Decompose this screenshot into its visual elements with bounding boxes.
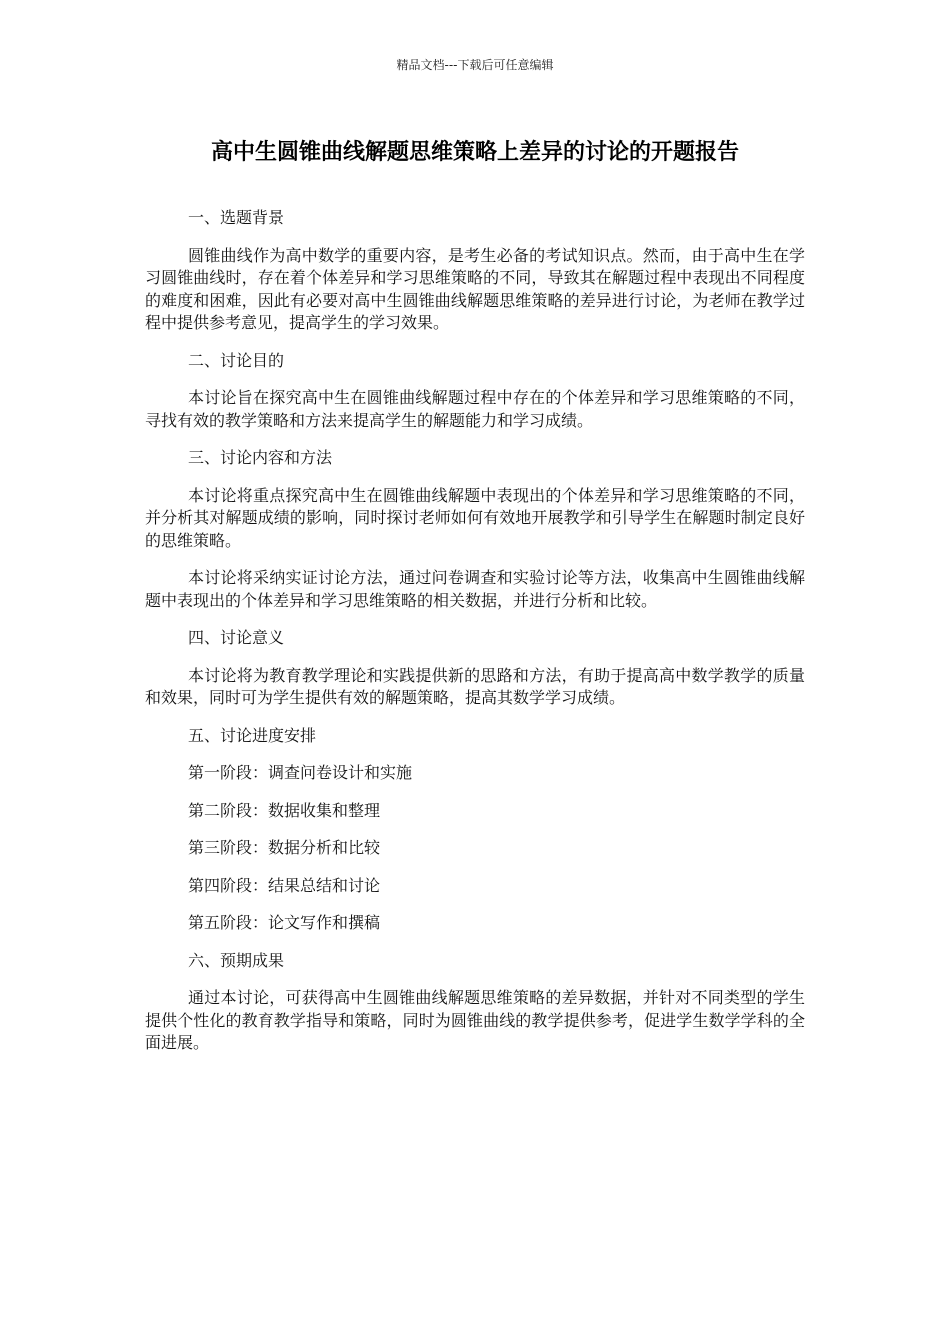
section-heading: 六、预期成果: [188, 950, 285, 970]
schedule-stage: 第一阶段：调查问卷设计和实施: [188, 763, 413, 782]
section-heading: 三、讨论内容和方法: [188, 448, 333, 467]
section-paragraph: 圆锥曲线作为高中数学的重要内容，是考生必备的考试知识点。然而，由于高中生在学习圆锥曲线时，存在着个体差异和学习思维策略的不同，导致其在解题过程中表现出不同程度的难度和困难，因此有必要对高中生圆锥曲线解题思维策略的差异进行讨论，为老师在教学过程中提供参考意见，提高学生的学习效果。: [145, 245, 805, 332]
section-purpose: [145, 350, 805, 433]
schedule-stage: 第三阶段：数据分析和比较: [188, 838, 381, 857]
section-outcomes: [145, 950, 805, 1055]
schedule-stage: 第五阶段：论文写作和撰稿: [188, 913, 381, 932]
section-paragraph: 本讨论将采纳实证讨论方法，通过问卷调查和实验讨论等方法，收集高中生圆锥曲线解题中表现出的个体差异和学习思维策略的相关数据，并进行分析和比较。: [145, 568, 805, 610]
section-paragraph: 本讨论将重点探究高中生在圆锥曲线解题中表现出的个体差异和学习思维策略的不同，并分析其对解题成绩的影响，同时探讨老师如何有效地开展教学和引导学生在解题时制定良好的思维策略。: [145, 485, 805, 550]
section-paragraph: 本讨论将为教育教学理论和实践提供新的思路和方法，有助于提高高中数学教学的质量和效果，同时可为学生提供有效的解题策略，提高其数学学习成绩。: [145, 665, 805, 707]
document-title: 高中生圆锥曲线解题思维策略上差异的讨论的开题报告: [210, 140, 739, 165]
section-paragraph: 通过本讨论，可获得高中生圆锥曲线解题思维策略的差异数据，并针对不同类型的学生提供个性化的教育教学指导和策略，同时为圆锥曲线的教学提供参考，促进学生数学学科的全面进展。: [145, 988, 805, 1052]
header-note: 精品文档---下载后可任意编辑: [396, 58, 554, 72]
section-heading: 四、讨论意义: [188, 628, 285, 647]
section-heading: 二、讨论目的: [188, 350, 285, 370]
schedule-stage: 第二阶段：数据收集和整理: [188, 800, 381, 820]
schedule-stage: 第四阶段：结果总结和讨论: [188, 875, 381, 895]
section-schedule: [145, 725, 805, 935]
section-significance: [145, 627, 805, 710]
section-content-method: [145, 447, 805, 612]
section-paragraph: 本讨论旨在探究高中生在圆锥曲线解题过程中存在的个体差异和学习思维策略的不同，寻找有效的教学策略和方法来提高学生的解题能力和学习成绩。: [145, 388, 805, 430]
section-background: [145, 207, 805, 335]
section-heading: 五、讨论进度安排: [188, 725, 317, 745]
section-heading: 一、选题背景: [188, 208, 285, 227]
document-body: [145, 207, 805, 1070]
